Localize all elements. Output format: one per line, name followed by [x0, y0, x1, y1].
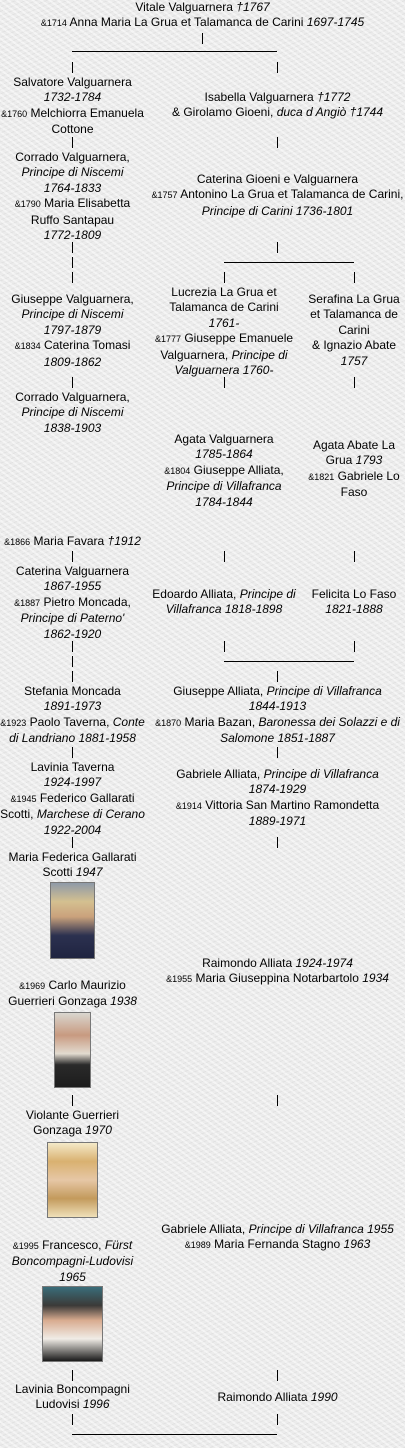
spouse-name: Federico Gallarati Scotti,	[0, 790, 135, 822]
connector-line	[72, 1414, 73, 1425]
spouse-dates: 1760-	[242, 363, 274, 378]
person-name: Raimondo Alliata	[217, 1390, 308, 1404]
connector-line	[224, 661, 354, 662]
connector-line	[202, 33, 203, 44]
marriage-mark: &1969	[19, 981, 46, 991]
person-dates: 1818-1898	[224, 602, 283, 617]
person-dates: 1955	[367, 1222, 394, 1236]
spouse-name: Anna Maria La Grua et Talamanca de Carini	[69, 15, 304, 30]
person-name: Felicita Lo Faso	[311, 587, 397, 601]
portrait-photo	[42, 1286, 103, 1362]
spouse-title: Principe di Paterno'	[20, 611, 125, 626]
spouse-title: Fürst Boncompagni-Ludovisi	[11, 1238, 134, 1269]
person-title: Principe di Niscemi	[21, 405, 124, 420]
person-name: Caterina Valguarnera	[15, 564, 130, 578]
person-name: Raimondo Alliata	[202, 956, 293, 970]
person-dates: 1996	[82, 1397, 110, 1412]
connector-line	[72, 137, 73, 148]
person-name: Edoardo Alliata,	[152, 587, 237, 601]
portrait-photo	[54, 1012, 91, 1088]
connector-line	[354, 272, 355, 283]
connector-line	[72, 1095, 73, 1106]
connector-line	[72, 656, 73, 667]
connector-line	[224, 262, 354, 263]
person-corrado-valguarnera	[0, 150, 145, 243]
person-name: Maria Federica Gallarati Scotti	[8, 850, 137, 880]
spouse-dates: 1757	[340, 353, 368, 368]
person-name: Salvatore Valguarnera	[13, 75, 132, 89]
spouse-dates: 1889-1971	[248, 814, 307, 829]
person-dates: 1821-1888	[325, 602, 383, 617]
spouse-carlo-maurizio-guerrieri-gonzaga	[0, 978, 145, 1010]
marriage-mark: &1790	[14, 199, 41, 210]
marriage-mark: &1760	[1, 108, 28, 119]
person-violante-guerrieri-gonzaga	[0, 1108, 145, 1139]
spouse-dates: 1736-1801	[295, 203, 354, 218]
person-name: Lavinia Taverna	[30, 760, 115, 774]
person-title: Principe di Niscemi	[21, 307, 124, 322]
connector-line	[277, 671, 278, 682]
spouse-dates: 1922-2004	[43, 822, 102, 837]
spouse-name: Antonino La Grua et Talamanca de Carini,	[180, 187, 404, 202]
spouse-dates: 1784-1844	[195, 494, 253, 509]
marriage-mark: &1834	[14, 341, 41, 352]
connector-line	[72, 242, 73, 253]
connector-line	[277, 62, 278, 73]
person-caterina-valguarnera	[0, 564, 145, 642]
person-title: Principe di Villafranca	[263, 767, 379, 781]
person-name: Giuseppe Alliata,	[173, 684, 264, 698]
spouse-title: Principe di Valguarnera	[174, 347, 288, 378]
marriage-mark: &1870	[155, 717, 182, 728]
connector-line	[72, 641, 73, 652]
connector-line	[354, 377, 355, 388]
marriage-mark: &1995	[12, 1241, 39, 1251]
person-giuseppe-valguarnera	[0, 292, 145, 370]
person-dates: †1767	[236, 0, 270, 14]
marriage-mark: &1757	[151, 190, 178, 201]
spouse-name: Caterina Tomasi	[43, 338, 131, 353]
person-name: Stefania Moncada	[24, 684, 121, 698]
spouse-dates: †1912	[107, 534, 141, 548]
person-dates: 1947	[75, 865, 103, 880]
connector-line	[277, 137, 278, 148]
connector-line	[72, 837, 73, 848]
person-name: Serafina La Grua et Talamanca de Carini	[308, 292, 400, 337]
spouse-francesco-boncompagni-ludovisi	[0, 1238, 145, 1285]
person-lucrezia-la-grua	[150, 285, 298, 378]
person-name: Lavinia Boncompagni Ludovisi	[15, 1382, 130, 1412]
person-dates: 1990	[310, 1390, 338, 1404]
portrait-photo	[50, 882, 95, 959]
person-gabriele-alliata-2	[150, 1222, 405, 1254]
marriage-mark: &1914	[175, 800, 202, 811]
person-name: Agata Valguarnera	[174, 432, 274, 446]
person-lavinia-boncompagni-ludovisi	[0, 1382, 145, 1413]
person-dates: 1874-1929	[248, 782, 307, 797]
person-dates: 1764-1833	[43, 180, 102, 195]
spouse-dates: 1963	[343, 1237, 371, 1252]
person-giuseppe-alliata	[150, 684, 405, 747]
spouse-dates: 1862-1920	[43, 626, 102, 641]
spouse-name: Vittoria San Martino Ramondetta	[205, 797, 380, 812]
spouse-title: Marchese di Cerano	[36, 807, 145, 822]
person-caterina-gioeni	[150, 172, 405, 219]
person-dates: 1761-	[208, 315, 240, 330]
connector-line	[72, 62, 73, 73]
spouse-dates: 1934	[362, 971, 389, 986]
portrait-photo	[47, 1142, 98, 1218]
connector-line	[224, 272, 225, 283]
person-gabriele-alliata	[150, 767, 405, 830]
person-raimondo-alliata	[150, 956, 405, 988]
person-name: Agata Abate La Grua	[312, 438, 396, 468]
spouse-title: Conte di Landriano	[9, 714, 145, 746]
spouse-dates: 1938	[110, 994, 137, 1009]
spouse-name: Melchiorra Emanuela Cottone	[30, 105, 144, 137]
connector-line	[354, 551, 355, 562]
person-serafina-la-grua	[303, 292, 405, 369]
connector-line	[72, 671, 73, 682]
person-name: Corrado Valguarnera,	[15, 150, 130, 164]
person-agata-valguarnera	[150, 432, 298, 510]
person-dates: 1924-1997	[43, 775, 102, 790]
person-title: Principe di Niscemi	[21, 165, 124, 180]
marriage-mark: &	[311, 338, 320, 353]
spouse-dates: †1744	[349, 105, 384, 120]
connector-line	[72, 1370, 73, 1381]
marriage-mark: &	[171, 105, 180, 120]
person-name: Vitale Valguarnera	[135, 0, 233, 14]
person-dates: 1867-1955	[43, 579, 102, 594]
spouse-dates: 1772-1809	[43, 228, 102, 243]
person-title: Principe di Villafranca	[248, 1222, 364, 1236]
spouse-name: Girolamo Gioeni,	[183, 105, 274, 120]
marriage-mark: &1714	[40, 18, 67, 29]
connector-line	[277, 1370, 278, 1381]
connector-line	[354, 641, 355, 652]
marriage-mark: &1804	[164, 465, 191, 476]
person-agata-abate	[303, 438, 405, 501]
connector-line	[277, 242, 278, 253]
connector-line	[224, 551, 225, 562]
spouse-name: Maria Elisabetta Ruffo Santapau	[30, 196, 131, 227]
spouse-dates: 1809-1862	[43, 354, 102, 369]
person-name: Caterina Gioeni e Valguarnera	[196, 172, 359, 186]
person-dates: 1785-1864	[195, 447, 253, 462]
person-name: Corrado Valguarnera,	[15, 390, 130, 404]
spouse-name: Giuseppe Emanuele Valguarnera,	[160, 331, 294, 362]
person-title: Principe di Villafranca	[165, 587, 296, 617]
person-edoardo-alliata	[150, 587, 298, 618]
spouse-name: Maria Fernanda Stagno	[214, 1237, 341, 1252]
person-name: Gabriele Alliata,	[176, 767, 261, 781]
marriage-mark: &1777	[154, 334, 181, 345]
connector-line	[72, 747, 73, 758]
connector-line	[72, 377, 73, 388]
connector-line	[72, 1434, 277, 1435]
marriage-mark: &1887	[14, 597, 41, 608]
spouse-dates: 1697-1745	[306, 15, 365, 30]
person-dates: 1891-1973	[43, 699, 102, 714]
spouse-title: Baronessa dei Solazzi e di Salomone	[220, 714, 400, 746]
spouse-dates: 1965	[59, 1269, 86, 1284]
spouse-name: Giuseppe Alliata,	[193, 462, 284, 477]
spouse-maria-favara	[0, 534, 145, 550]
spouse-name: Pietro Moncada,	[43, 594, 131, 609]
spouse-name: Carlo Maurizio Guerrieri Gonzaga	[8, 978, 126, 1009]
marriage-mark: &1989	[184, 1240, 211, 1251]
spouse-title: Principe di Villafranca	[166, 479, 282, 494]
person-salvatore-valguarnera	[0, 75, 145, 138]
marriage-mark: &1955	[166, 974, 193, 985]
connector-line	[277, 1095, 278, 1106]
marriage-mark: &1866	[4, 537, 31, 547]
spouse-name: Maria Favara	[33, 534, 105, 548]
person-dates: †1772	[317, 90, 351, 104]
spouse-name: Gabriele Lo Faso	[337, 468, 400, 500]
spouse-dates: 1851-1887	[277, 731, 335, 746]
spouse-name: Maria Bazan,	[184, 714, 256, 729]
person-name: Gabriele Alliata,	[161, 1222, 246, 1236]
spouse-name: Ignazio Abate	[323, 338, 397, 353]
person-dates: 1797-1879	[43, 322, 102, 337]
connector-line	[224, 641, 225, 652]
person-name: Isabella Valguarnera	[204, 90, 314, 104]
person-name: Violante Guerrieri Gonzaga	[25, 1108, 120, 1138]
connector-line	[277, 1414, 278, 1425]
person-name: Giuseppe Valguarnera,	[11, 292, 134, 306]
spouse-title: duca d Angiò	[276, 105, 347, 120]
person-corrado-valguarnera-2	[0, 390, 145, 436]
person-maria-federica-gallarati-scotti	[0, 850, 145, 881]
connector-line	[224, 377, 225, 388]
person-felicita-lo-faso	[303, 587, 405, 618]
marriage-mark: &1821	[308, 471, 335, 482]
connector-line	[277, 747, 278, 758]
person-stefania-moncada	[0, 684, 145, 747]
person-title: Principe di Villafranca	[266, 684, 382, 698]
spouse-dates: 1881-1958	[78, 731, 136, 746]
spouse-name: Francesco,	[42, 1238, 102, 1252]
person-lavinia-taverna	[0, 760, 145, 838]
person-name: Lucrezia La Grua et Talamanca de Carini	[169, 285, 279, 315]
connector-line	[72, 272, 73, 283]
person-dates: 1844-1913	[248, 699, 307, 714]
person-dates: 1732-1784	[43, 90, 102, 105]
spouse-name: Paolo Taverna,	[29, 714, 110, 729]
spouse-name: Maria Giuseppina Notarbartolo	[195, 971, 359, 986]
connector-line	[72, 551, 73, 562]
person-vitale-valguarnera	[0, 0, 405, 32]
connector-line	[72, 51, 277, 52]
connector-line	[277, 837, 278, 848]
person-dates: 1793	[355, 453, 383, 468]
person-dates: 1970	[85, 1123, 112, 1138]
person-dates: 1838-1903	[43, 420, 102, 435]
connector-line	[72, 257, 73, 268]
person-isabella-valguarnera	[150, 90, 405, 121]
spouse-title: Principe di Carini	[201, 203, 293, 218]
person-raimondo-alliata-2	[150, 1390, 405, 1405]
marriage-mark: &1945	[10, 793, 37, 804]
marriage-mark: &1923	[0, 717, 27, 728]
person-dates: 1924-1974	[295, 956, 353, 970]
